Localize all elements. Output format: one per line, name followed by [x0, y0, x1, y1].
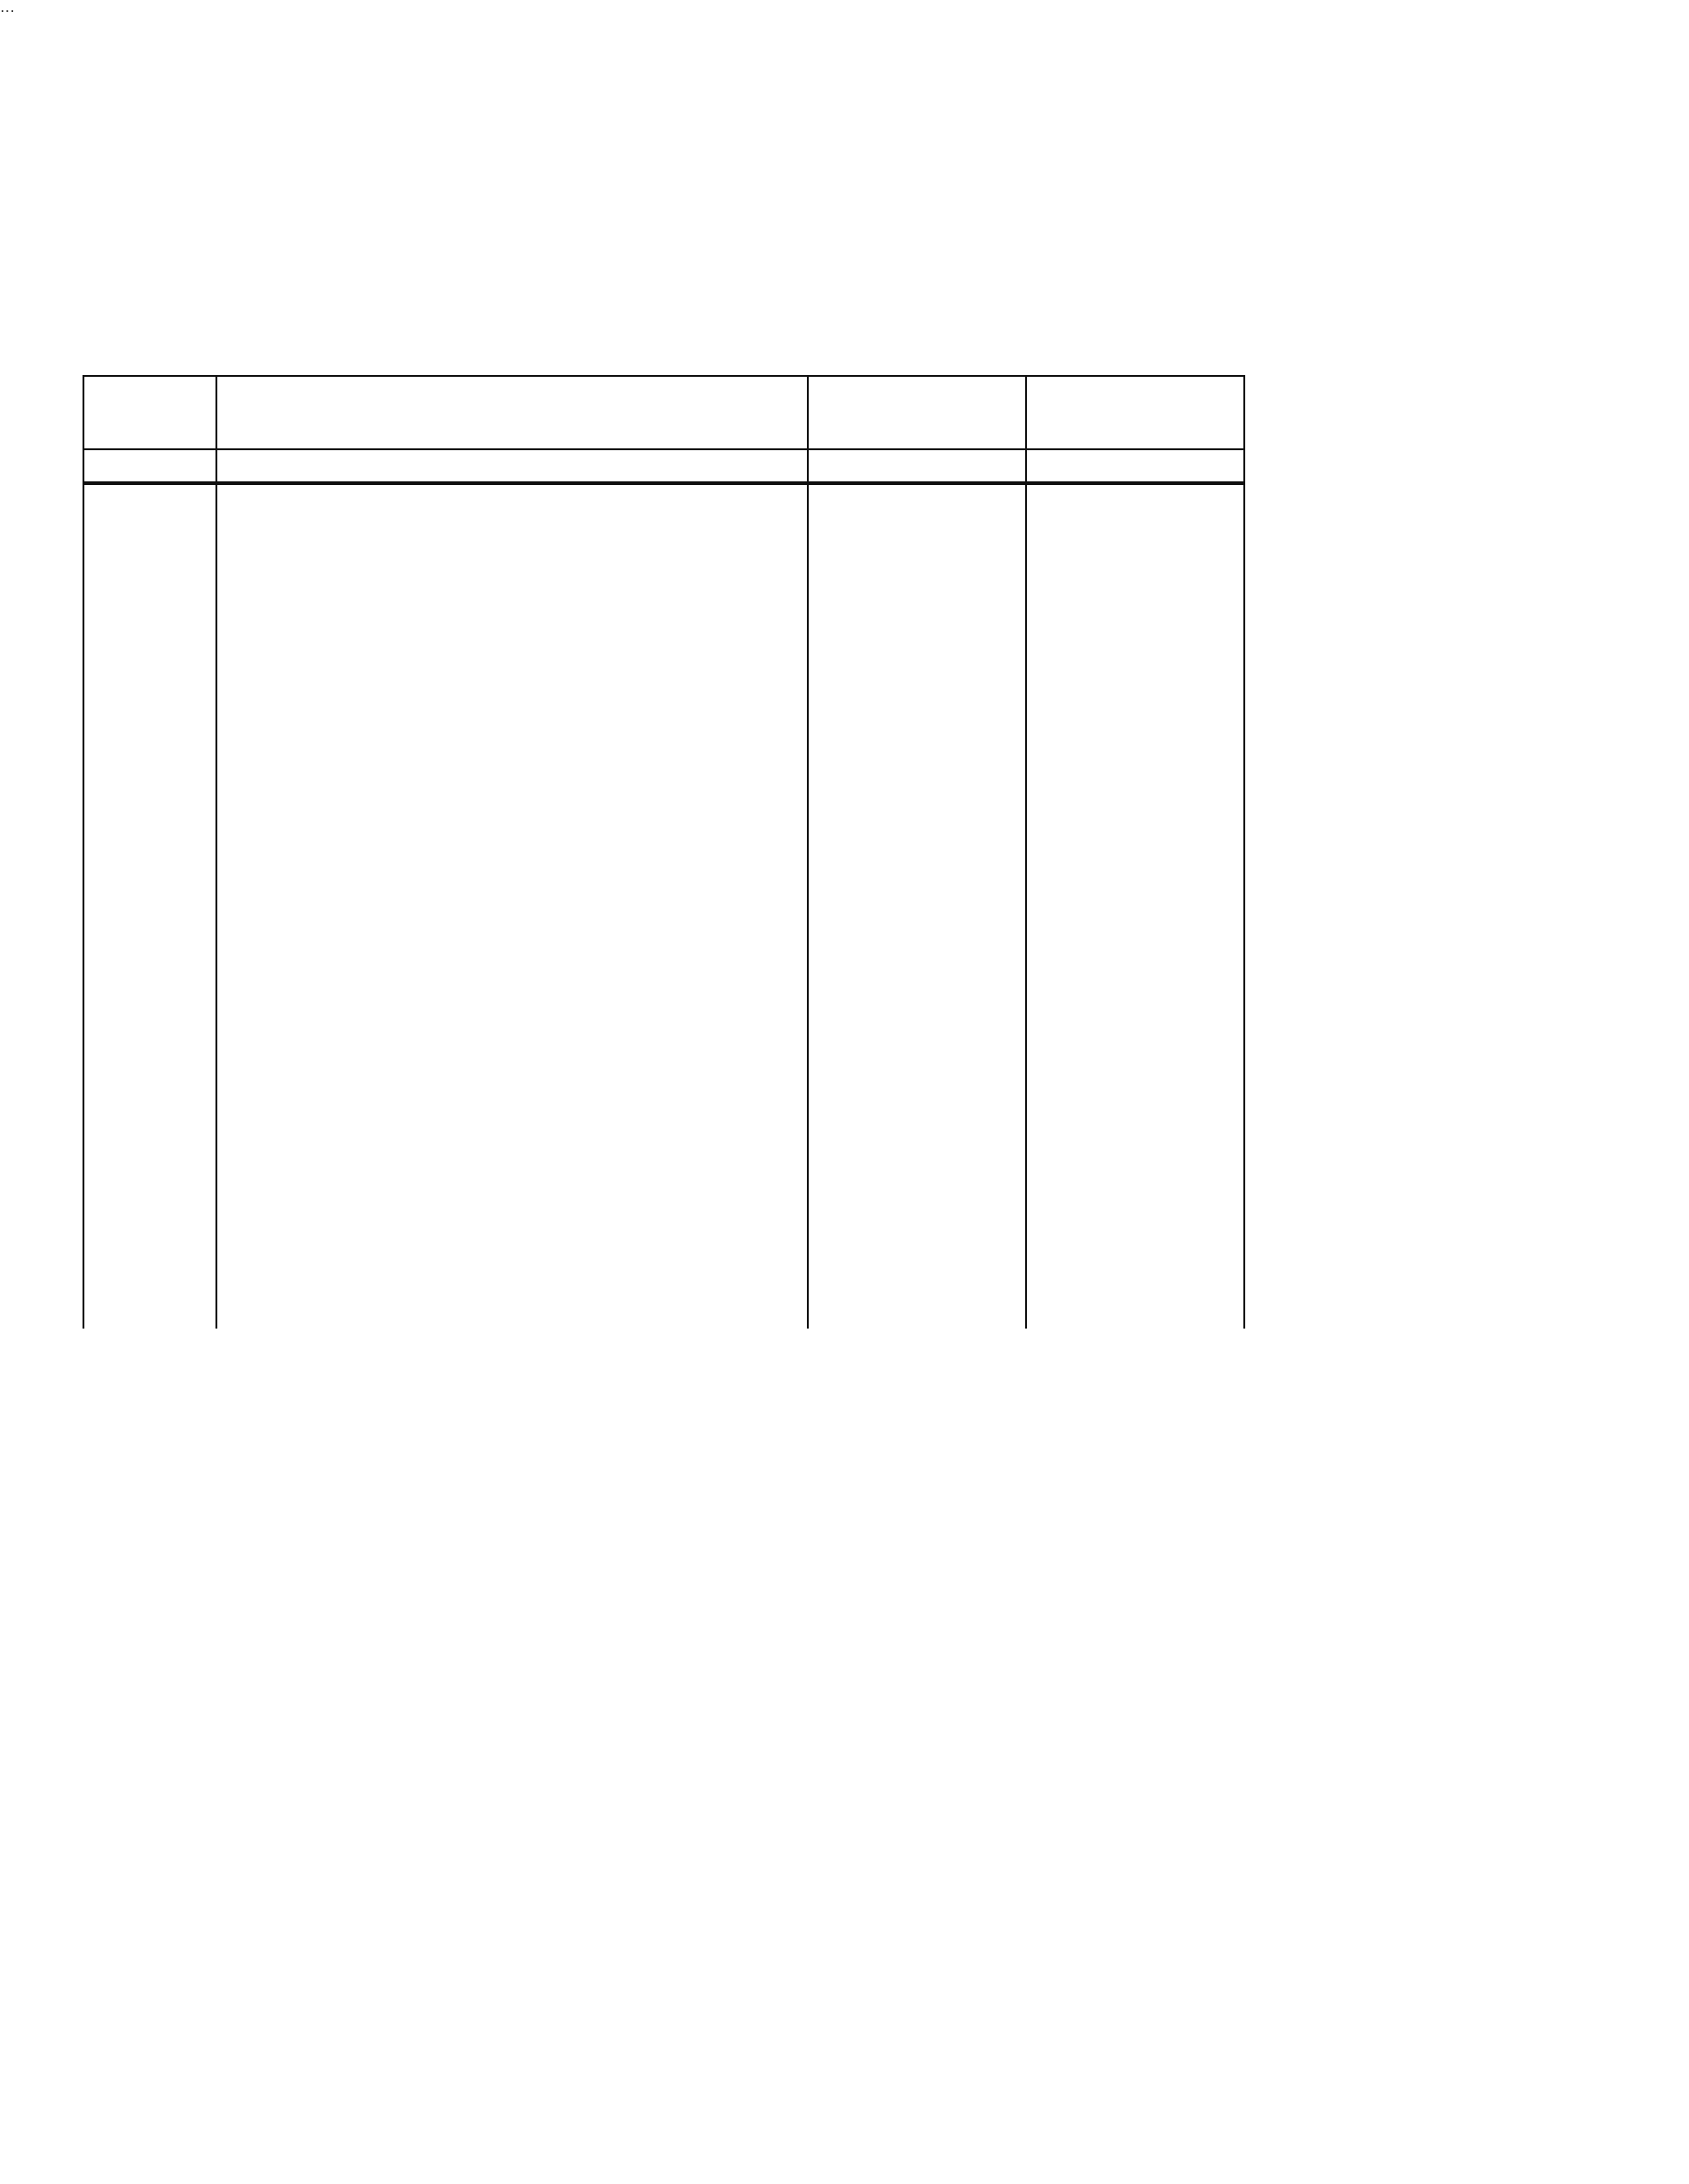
rw-cell: [808, 483, 1026, 685]
spacer: [809, 1093, 1025, 1127]
spacer: [1027, 1026, 1243, 1060]
sound-insulation-table: [83, 375, 1245, 1329]
lnw-cell: [1026, 991, 1244, 1160]
row-number-cell: [83, 483, 216, 685]
row-name-cell: [216, 685, 808, 821]
spacer: [1027, 787, 1243, 821]
spacer: [809, 957, 1025, 991]
spacer: [809, 618, 1025, 652]
spacer: [1027, 1229, 1243, 1263]
row-number-cell: [83, 922, 216, 991]
column-number-4: [1026, 449, 1244, 483]
rw-cell: [808, 821, 1026, 922]
spacer: [809, 1126, 1025, 1160]
rw-cell: [808, 991, 1026, 1160]
table-row: [83, 1160, 1244, 1329]
spacer: [809, 1026, 1025, 1060]
row-number-cell: [83, 685, 216, 821]
spacer: [809, 1262, 1025, 1296]
header-rw: [808, 376, 1026, 449]
row-number-cell: [83, 991, 216, 1160]
row-number-cell: [83, 821, 216, 922]
spacer: [809, 720, 1025, 754]
spacer: [84, 517, 215, 551]
spacer: [1027, 1195, 1243, 1229]
table-row: [83, 821, 1244, 922]
header-name: [216, 376, 808, 449]
row-name-cell: [216, 483, 808, 685]
spacer: [809, 787, 1025, 821]
header-lnw: [1026, 376, 1244, 449]
lnw-cell: [1026, 685, 1244, 821]
rw-cell: [808, 685, 1026, 821]
spacer: [1027, 651, 1243, 685]
rw-cell: [808, 1160, 1026, 1329]
spacer: [1027, 1059, 1243, 1093]
spacer: [1027, 888, 1243, 922]
lnw-cell: [1026, 821, 1244, 922]
spacer: [1027, 720, 1243, 754]
spacer: [1027, 517, 1243, 551]
column-number-row: [83, 449, 1244, 483]
spacer: [809, 754, 1025, 788]
row-number-cell: [83, 1160, 216, 1329]
spacer: [1027, 754, 1243, 788]
spacer: [1027, 1262, 1243, 1296]
spacer: [1027, 618, 1243, 652]
lnw-cell: [1026, 1160, 1244, 1329]
spacer: [1027, 1126, 1243, 1160]
spacer: [1027, 855, 1243, 889]
spacer: [1027, 1093, 1243, 1127]
row-name-cell: [216, 922, 808, 991]
spacer: [809, 584, 1025, 618]
spacer: [1027, 551, 1243, 585]
column-number-3: [808, 449, 1026, 483]
spacer: [809, 517, 1025, 551]
lnw-cell: [1026, 922, 1244, 991]
spacer: [1027, 1296, 1243, 1329]
lnw-cell: [1026, 483, 1244, 685]
row-name-cell: [216, 821, 808, 922]
spacer: [1027, 957, 1243, 991]
table-row: [83, 685, 1244, 821]
column-number-2: [216, 449, 808, 483]
row-name-cell: [216, 991, 808, 1160]
spacer: [809, 551, 1025, 585]
table-header-row: [83, 376, 1244, 449]
table-row: [83, 483, 1244, 685]
rw-cell: [808, 922, 1026, 991]
spacer: [809, 1195, 1025, 1229]
spacer: [809, 1059, 1025, 1093]
spacer: [1027, 584, 1243, 618]
table-row: [83, 991, 1244, 1160]
spacer: [809, 651, 1025, 685]
spacer: [809, 1229, 1025, 1263]
row-name-cell: [216, 1160, 808, 1329]
table-row: [83, 922, 1244, 991]
column-number-1: [83, 449, 216, 483]
spacer: [809, 855, 1025, 889]
spacer: [809, 1296, 1025, 1329]
header-number: [83, 376, 216, 449]
spacer: [809, 888, 1025, 922]
